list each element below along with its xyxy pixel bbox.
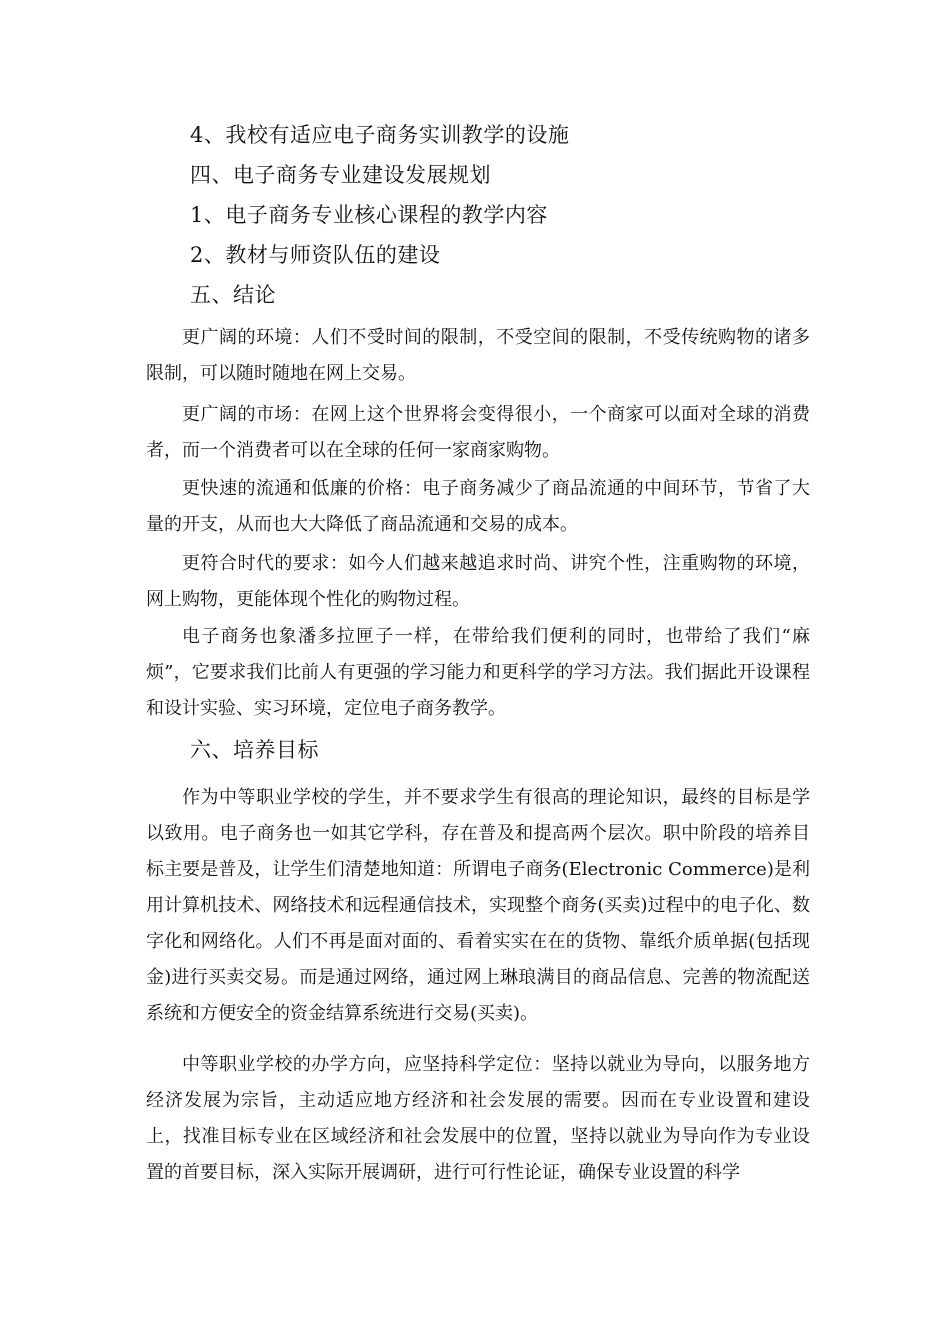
heading-facilities: 4、我校有适应电子商务实训教学的设施	[190, 123, 570, 147]
paragraph-pandora: 电子商务也象潘多拉匣子一样，在带给我们便利的同时，也带给了我们“麻烦”，它要求我们比前人有更强的学习能力和更科学的学习方法。我们据此开设课程和设计实验、实习环境，定位电子商务教学。	[146, 626, 810, 719]
heading-textbooks-teachers: 2、教材与师资队伍的建设	[190, 243, 441, 267]
heading-training-goal: 六、培养目标	[190, 738, 319, 762]
heading-conclusion: 五、结论	[190, 283, 276, 307]
heading-development-plan: 四、电子商务专业建设发展规划	[190, 163, 491, 187]
paragraph-market: 更广阔的市场：在网上这个世界将会变得很小，一个商家可以面对全球的消费者，而一个消费者可以在全球的任何一家商家购物。	[146, 404, 810, 461]
paragraph-student-goal: 作为中等职业学校的学生，并不要求学生有很高的理论知识，最终的目标是学以致用。电子商务也一如其它学科，存在普及和提高两个层次。职中阶段的培养目标主要是普及，让学生们清楚地知道：所谓电子商务(Electronic Commerce)是利用计算机技术、网络技术和远程通信技术，实现整个商务(买卖)过程中的电子化、数字化和网络化。人们不再是面对面的、看着实实在在的货物、靠纸介质单据(包括现金)进行买卖交易。而是通过网络，通过网上琳琅满目的商品信息、完善的物流配送系统和方便安全的资金结算系统进行交易(买卖)。	[146, 787, 810, 1024]
heading-core-courses: 1、电子商务专业核心课程的教学内容	[190, 203, 548, 227]
paragraph-environment: 更广阔的环境：人们不受时间的限制，不受空间的限制，不受传统购物的诸多限制，可以随时随地在网上交易。	[146, 327, 810, 384]
paragraph-circulation-price: 更快速的流通和低廉的价格：电子商务减少了商品流通的中间环节，节省了大量的开支，从而也大大降低了商品流通和交易的成本。	[146, 478, 810, 535]
paragraph-era-requirements: 更符合时代的要求：如今人们越来越追求时尚、讲究个性，注重购物的环境，网上购物，更能体现个性化的购物过程。	[146, 553, 810, 610]
paragraph-school-direction: 中等职业学校的办学方向，应坚持科学定位：坚持以就业为导向，以服务地方经济发展为宗旨，主动适应地方经济和社会发展的需要。因而在专业设置和建设上，找准目标专业在区域经济和社会发展中的位置，坚持以就业为导向作为专业设置的首要目标，深入实际开展调研，进行可行性论证，确保专业设置的科学	[146, 1054, 810, 1183]
